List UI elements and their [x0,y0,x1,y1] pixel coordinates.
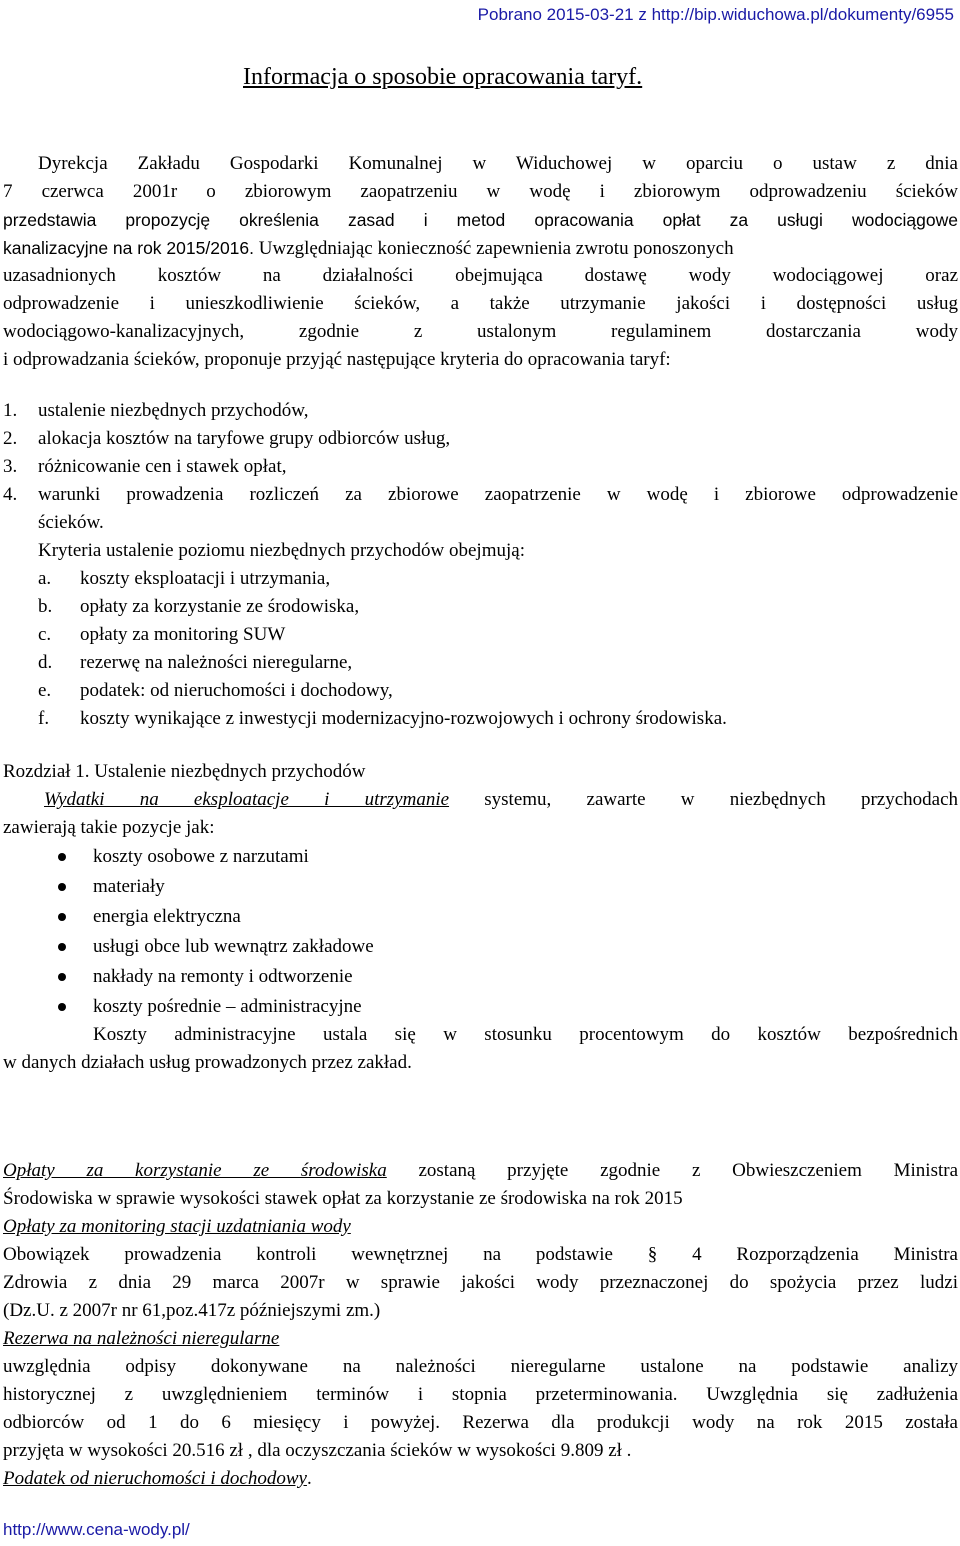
bullet-dot-6 [58,1003,66,1011]
revenue-item-b: opłaty za korzystanie ze środowiska, [80,596,360,617]
intro-line-3: przedstawia propozycję określenia zasad i metod opracowania opłat za usługi wodociągowe [3,210,958,230]
revenue-letter-b: b. [38,596,53,617]
chapter1-title: Ustalenie niezbędnych przychodów [94,761,366,782]
bullet-item-6: koszty pośrednie – administracyjne [93,996,362,1017]
intro-line-5: uzasadnionych kosztów na działalności obejmująca dostawę wody wodociągowej oraz [3,265,958,286]
intro-line-1: Dyrekcja Zakładu Gospodarki Komunalnej w Widuchowej w oparciu o ustaw z dnia [38,153,958,174]
criteria-item-4-cont: ścieków. [38,512,104,533]
criteria-item-1: ustalenie niezbędnych przychodów, [38,400,309,421]
intro-line-7: wodociągowo-kanalizacyjnych, zgodnie z ustalonym regulaminem dostarczania wody [3,321,958,342]
criteria-num-4: 4. [3,484,18,505]
revenue-item-e: podatek: od nieruchomości i dochodowy, [80,680,393,701]
env-rest: zostaną przyjęte zgodnie z Obwieszczeniem Ministra [418,1160,959,1181]
bullet-dot-4 [58,943,66,951]
reserve-link: Rezerwa na należności nieregularne [3,1328,280,1349]
admin-line-2: w danych działach usług prowadzonych przez zakład. [3,1052,412,1073]
intro-line-4a: kanalizacyjne na rok 2015/2016. [3,238,255,258]
footer-url[interactable]: http://www.cena-wody.pl/ [3,1520,190,1539]
chapter1-number: Rozdział 1. [3,761,90,782]
bullet-item-4: usługi obce lub wewnątrz zakładowe [93,936,374,957]
criteria-num-3: 3. [3,456,18,477]
intro-line-6: odprowadzenie i unieszkodliwienie ścieków, a także utrzymanie jakości i dostępności usług [3,293,958,314]
reserve-line-1: uwzględnia odpisy dokonywane na należności nieregularne ustalone na podstawie analizy [3,1356,958,1377]
bullet-item-1: koszty osobowe z narzutami [93,846,309,867]
reserve-line-2: historycznej z uwzględnieniem terminów i stopnia przeterminowania. Uwzględnia się zadłużenia [3,1384,958,1405]
revenue-item-f: koszty wynikające z inwestycji modernizacyjno-rozwojowych i ochrony środowiska. [80,708,727,729]
tax-end: . [306,1468,312,1489]
intro-line-4b: Uwzględniając konieczność zapewnienia zwrotu ponoszonych [258,238,734,259]
expenses-line-1 [44,786,958,814]
chapter1-heading [3,758,365,786]
monitoring-line-1: Obowiązek prowadzenia kontroli wewnętrznej na podstawie § 4 Rozporządzenia Ministra [3,1244,958,1265]
bullet-dot-5 [58,973,66,981]
criteria-item-3: różnicowanie cen i stawek opłat, [38,456,287,477]
bullet-item-2: materiały [93,876,165,897]
revenue-letter-c: c. [38,624,52,645]
revenue-letter-d: d. [38,652,53,673]
reserve-line-4: przyjęta w wysokości 20.516 zł , dla oczyszczania ścieków w wysokości 9.809 zł . [3,1440,632,1461]
intro-line-4 [3,234,958,263]
admin-line-1: Koszty administracyjne ustala się w stosunku procentowym do kosztów bezpośrednich [93,1024,958,1045]
source-note[interactable]: Pobrano 2015-03-21 z http://bip.widuchowa.pl/dokumenty/6955 [477,5,954,24]
expenses-rest: systemu, zawarte w niezbędnych przychodach [484,789,959,810]
revenue-criteria-heading: Kryteria ustalenie poziomu niezbędnych przychodów obejmują: [38,540,525,561]
intro-line-8: i odprowadzania ścieków, proponuje przyjąć następujące kryteria do opracowania taryf: [3,349,671,370]
page-title: Informacja o sposobie opracowania taryf. [243,64,643,90]
revenue-item-c: opłaty za monitoring SUW [80,624,286,645]
monitoring-line-2: Zdrowia z dnia 29 marca 2007r w sprawie jakości wody przeznaczonej do spożycia przez ludzi [3,1272,958,1293]
revenue-item-d: rezerwę na należności nieregularne, [80,652,353,673]
bullet-item-5: nakłady na remonty i odtworzenie [93,966,353,987]
monitoring-link: Opłaty za monitoring stacji uzdatniania wody [3,1216,351,1237]
env-link: Opłaty za korzystanie ze środowiska [3,1160,387,1181]
expenses-line-2: zawierają takie pozycje jak: [3,817,215,838]
bullet-dot-1 [58,853,66,861]
intro-line-2: 7 czerwca 2001r o zbiorowym zaopatrzeniu w wodę i zbiorowym odprowadzeniu ścieków [3,181,958,202]
monitoring-line-3: (Dz.U. z 2007r nr 61,poz.417z późniejszymi zm.) [3,1300,381,1321]
revenue-item-a: koszty eksploatacji i utrzymania, [80,568,331,589]
reserve-line-3: odbiorców od 1 do 6 miesięcy i powyżej. Rezerwa dla produkcji wody na rok 2015 została [3,1412,958,1433]
bullet-dot-3 [58,913,66,921]
revenue-letter-f: f. [38,708,50,729]
revenue-letter-a: a. [38,568,52,589]
bullet-dot-2 [58,883,66,891]
criteria-item-2: alokacja kosztów na taryfowe grupy odbiorców usług, [38,428,451,449]
criteria-num-2: 2. [3,428,18,449]
bullet-item-3: energia elektryczna [93,906,241,927]
expenses-link: Wydatki na eksploatacje i utrzymanie [44,789,450,810]
tax-line [3,1465,312,1493]
env-line-2: Środowiska w sprawie wysokości stawek opłat za korzystanie ze środowiska na rok 2015 [3,1188,683,1209]
tax-link: Podatek od nieruchomości i dochodowy [3,1468,307,1489]
revenue-letter-e: e. [38,680,52,701]
criteria-num-1: 1. [3,400,18,421]
criteria-item-4: warunki prowadzenia rozliczeń za zbiorowe zaopatrzenie w wodę i zbiorowe odprowadzenie [38,484,958,505]
env-line-1 [3,1157,958,1185]
